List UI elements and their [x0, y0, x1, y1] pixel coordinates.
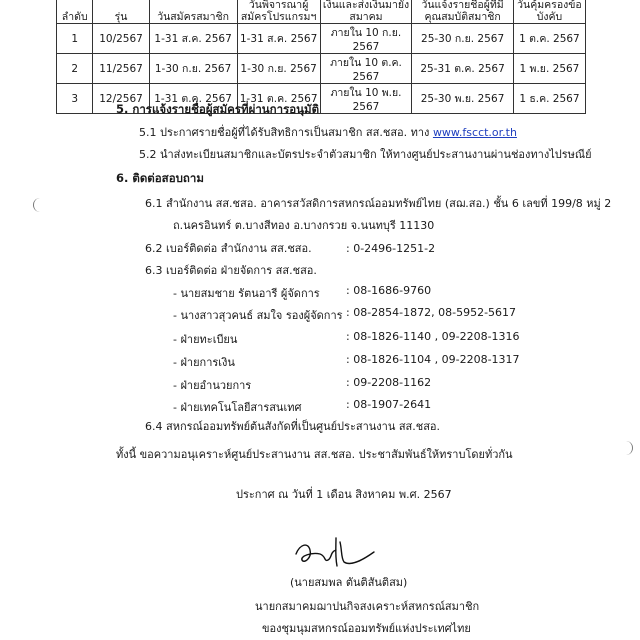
contact-phone: : 08-2854-1872, 08-5952-5617 [346, 306, 517, 319]
table-cell: 1-31 ส.ค. 2567 [149, 24, 237, 54]
table-cell: 1-31 ต.ค. 2567 [149, 84, 237, 114]
signer-title-line1: นายกสมาคมฌาปนกิจสงเคราะห์สหกรณ์สมาชิก [255, 600, 480, 613]
header-cell: วันแจ้งรายชื่อผู้ที่มีคุณสมบัติสมาชิก [412, 0, 514, 24]
section6-heading: 6. ติดต่อสอบถาม [116, 171, 204, 185]
table-row [57, 24, 586, 54]
contact-phone: : 08-1686-9760 [346, 284, 432, 297]
closing-text: ทั้งนี้ ขอความอนุเคราะห์ศูนย์ประสานงาน สส.ชสอ. ประชาสัมพันธ์ให้ทราบโดยทั่วกัน [116, 448, 513, 461]
table-cell: 10/2567 [93, 24, 149, 54]
section6-item2-label: 6.2 เบอร์ติดต่อ สำนักงาน สส.ชสอ. [145, 242, 312, 255]
table-cell: 12/2567 [93, 84, 149, 114]
table-cell: 25-30 พ.ย. 2567 [412, 84, 514, 114]
header-cell: รุ่น [93, 0, 149, 24]
contact-phone: : 09-2208-1162 [346, 376, 432, 389]
table-cell: 1 [57, 24, 93, 54]
signature-image [290, 532, 380, 574]
table-cell: 1 ต.ค. 2567 [513, 24, 585, 54]
table-row [57, 54, 586, 84]
website-link[interactable]: www.fscct.or.th [432, 126, 517, 139]
table-cell: 3 [57, 84, 93, 114]
contact-name: - นายสมชาย รัตนอารี ผู้จัดการ [173, 287, 320, 300]
table-cell: 25-31 ต.ค. 2567 [412, 54, 514, 84]
section5-item2: 5.2 นำส่งทะเบียนสมาชิกและบัตรประจำตัวสมาชิก ให้ทางศูนย์ประสานงานผ่านช่องทางไปรษณีย์ [139, 148, 592, 161]
table-cell: ภายใน 10 ต.ค. 2567 [320, 54, 412, 84]
table-cell: 1-30 ก.ย. 2567 [149, 54, 237, 84]
section5-item1-text: 5.1 ประกาศรายชื่อผู้ที่ได้รับสิทธิการเป็นสมาชิก สส.ชสอ. ทาง [139, 126, 430, 139]
table-cell: 1-31 ส.ค. 2567 [237, 24, 320, 54]
contact-name: - นางสาวสุวคนธ์ สมใจ รองผู้จัดการ [173, 309, 343, 322]
section6-item3-label: 6.3 เบอร์ติดต่อ ฝ่ายจัดการ สส.ชสอ. [145, 264, 317, 277]
schedule-header-row [57, 0, 586, 24]
announce-date: ประกาศ ณ วันที่ 1 เดือน สิงหาคม พ.ศ. 2567 [236, 488, 452, 501]
table-cell: 2 [57, 54, 93, 84]
table-cell: ภายใน 10 ก.ย. 2567 [320, 24, 412, 54]
header-cell: วันพิจารณาผู้สมัครโปรแกรมฯ [237, 0, 320, 24]
section6-item1-line2: ถ.นครอินทร์ ต.บางสีทอง อ.บางกรวย จ.นนทบุรี 11130 [173, 219, 435, 232]
table-cell: 1 พ.ย. 2567 [513, 54, 585, 84]
section5-item1 [139, 126, 517, 140]
table-cell: ภายใน 10 พ.ย. 2567 [320, 84, 412, 114]
table-cell: 1-31 ต.ค. 2567 [237, 84, 320, 114]
table-cell: 1 ธ.ค. 2567 [513, 84, 585, 114]
table-cell: 1-30 ก.ย. 2567 [237, 54, 320, 84]
contact-name: - ฝ่ายเทคโนโลยีสารสนเทศ [173, 401, 302, 414]
contact-name: - ฝ่ายอำนวยการ [173, 379, 252, 392]
punch-hole-mark [624, 441, 633, 455]
signer-name: (นายสมพล ตันติสันติสม) [290, 576, 408, 589]
header-cell: เงินและส่งเงินมายังสมาคม [320, 0, 412, 24]
header-cell: วันสมัครสมาชิก [149, 0, 237, 24]
punch-hole-mark [33, 198, 42, 212]
table-cell: 11/2567 [93, 54, 149, 84]
section6-item2-value: : 0-2496-1251-2 [346, 242, 436, 255]
contact-phone: : 08-1826-1104 , 09-2208-1317 [346, 353, 520, 366]
contact-name: - ฝ่ายการเงิน [173, 356, 235, 369]
contact-name: - ฝ่ายทะเบียน [173, 333, 238, 346]
contact-phone: : 08-1826-1140 , 09-2208-1316 [346, 330, 520, 343]
section5-heading: 5. การแจ้งรายชื่อผู้สมัครที่ผ่านการอนุมัติ [116, 102, 320, 116]
section6-item4: 6.4 สหกรณ์ออมทรัพย์ต้นสังกัดที่เป็นศูนย์ประสานงาน สส.ชสอ. [145, 420, 441, 433]
header-cell: ลำดับ [57, 0, 93, 24]
schedule-table [56, 0, 586, 114]
signer-title-line2: ของชุมนุมสหกรณ์ออมทรัพย์แห่งประเทศไทย [262, 622, 471, 635]
contact-phone: : 08-1907-2641 [346, 398, 432, 411]
table-cell: 25-30 ก.ย. 2567 [412, 24, 514, 54]
header-cell: วันคุ้มครองข้อบังคับ [513, 0, 585, 24]
section6-item1-line1: 6.1 สำนักงาน สส.ชสอ. อาคารสวัสดิการสหกรณ์ออมทรัพย์ไทย (สฌ.สอ.) ชั้น 6 เลขที่ 199/8 หมู่ 2 [145, 197, 612, 210]
